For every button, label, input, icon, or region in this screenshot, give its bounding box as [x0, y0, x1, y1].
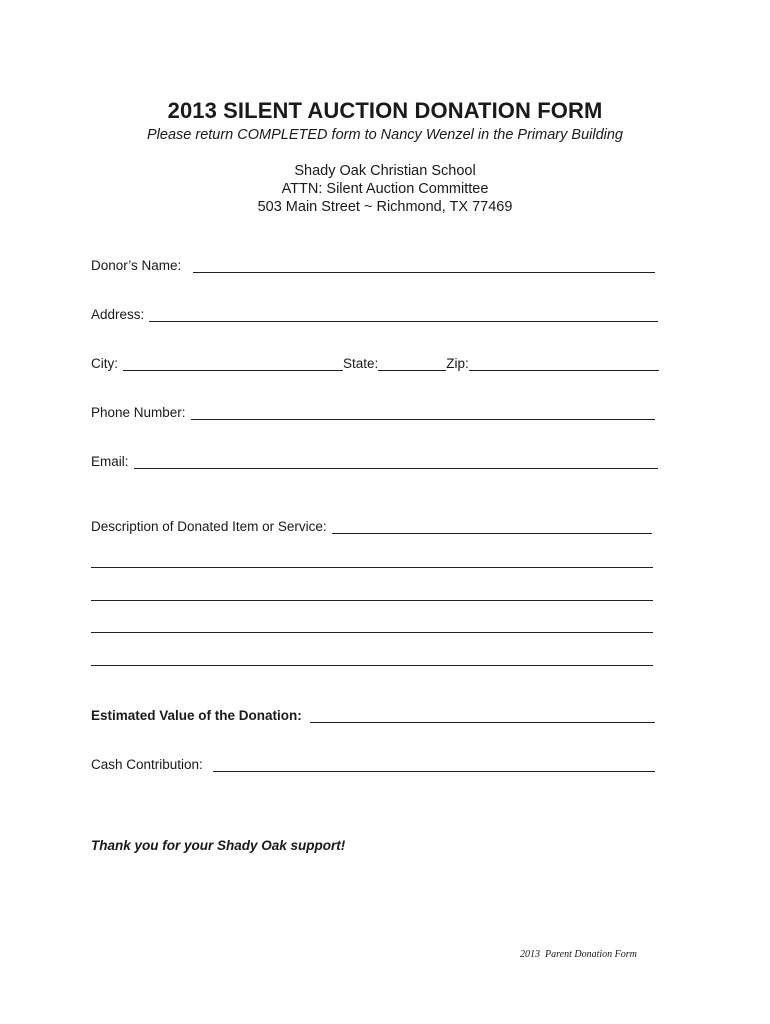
cash-contribution-row — [91, 757, 655, 772]
thank-you-note: Thank you for your Shady Oak support! — [91, 838, 346, 853]
address-label: Address: — [91, 307, 145, 322]
donor-name-row — [91, 258, 655, 273]
cash-contribution-field[interactable] — [213, 757, 655, 772]
phone-field[interactable] — [191, 405, 655, 420]
school-name: Shady Oak Christian School — [294, 163, 476, 179]
description-line-3[interactable] — [91, 600, 653, 601]
description-line-5[interactable] — [91, 665, 653, 666]
estimated-value-row — [91, 708, 655, 723]
email-label: Email: — [91, 454, 129, 469]
cash-contribution-label: Cash Contribution: — [91, 757, 203, 772]
estimated-value-label: Estimated Value of the Donation: — [91, 708, 302, 723]
email-row — [91, 454, 658, 469]
phone-row — [91, 405, 655, 420]
phone-label: Phone Number: — [91, 405, 186, 420]
zip-label: Zip: — [446, 356, 469, 371]
estimated-value-field[interactable] — [310, 708, 655, 723]
state-label: State: — [343, 356, 379, 371]
description-field[interactable] — [332, 519, 652, 534]
footer-note: 2013 Parent Donation Form — [520, 949, 637, 960]
description-line-2[interactable] — [91, 567, 653, 568]
state-field[interactable] — [378, 356, 446, 371]
city-state-zip-row — [91, 356, 659, 371]
address-row — [91, 307, 658, 322]
street-address: 503 Main Street ~ Richmond, TX 77469 — [257, 199, 513, 215]
attention-line: ATTN: Silent Auction Committee — [281, 181, 489, 197]
donor-name-label: Donor’s Name: — [91, 258, 182, 273]
city-label: City: — [91, 356, 118, 371]
city-field[interactable] — [123, 356, 343, 371]
description-row — [91, 519, 652, 534]
description-line-4[interactable] — [91, 632, 653, 633]
donor-name-field[interactable] — [193, 258, 655, 273]
email-field[interactable] — [134, 454, 658, 469]
form-title: 2013 SILENT AUCTION DONATION FORM — [167, 98, 603, 123]
address-field[interactable] — [149, 307, 658, 322]
description-label: Description of Donated Item or Service: — [91, 519, 327, 534]
zip-field[interactable] — [469, 356, 659, 371]
form-subtitle: Please return COMPLETED form to Nancy Wenzel in the Primary Building — [147, 127, 623, 143]
